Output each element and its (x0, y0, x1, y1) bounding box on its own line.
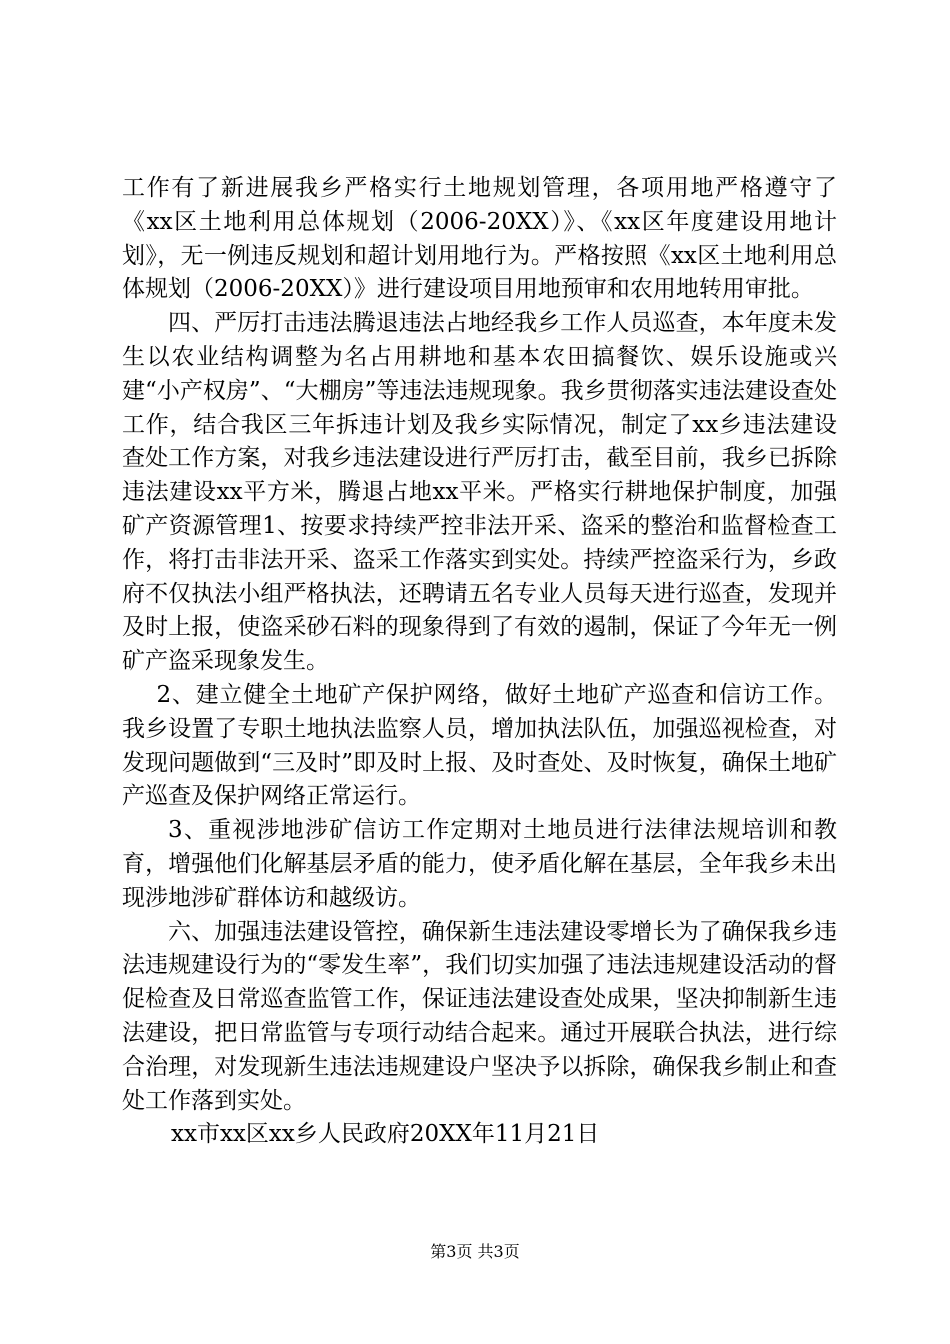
signature-line: xx市xx区xx乡人民政府20XX年11月21日 (171, 1121, 600, 1147)
page-number-footer: 第3页 共3页 (430, 1242, 520, 1261)
paragraph-land-planning: 工作有了新进展我乡严格实行土地规划管理，各项用地严格遵守了《xx区土地利用总体规划（2006-20XX）》、《xx区年度建设用地计划》，无一例违反规划和超计划用地行为。严格按照《xx区土地利用总体规划（2006-20XX）》进行建设项目用地预审和农用地转用审批。 (122, 175, 837, 303)
paragraph-protection-network: 2、建立健全土地矿产保护网络，做好土地矿产巡查和信访工作。我乡设置了专职土地执法监察人员，增加执法队伍，加强巡视检查，对发现问题做到“三及时”即及时上报、及时查处、及时恢复，确保土地矿产巡查及保护网络正常运行。 (122, 681, 837, 810)
paragraph-construction-control: 六、加强违法建设管控，确保新生违法建设零增长为了确保我乡违法违规建设行为的“零发生率”，我们切实加强了违法违规建设活动的督促检查及日常巡查监管工作，保证违法建设查处成果，坚决抑制新生违法建设，把日常监管与专项行动结合起来。通过开展联合执法，进行综合治理，对发现新生违法违规建设户坚决予以拆除，确保我乡制止和查处工作落到实处。 (122, 918, 837, 1114)
paragraph-illegal-occupation: 四、严厉打击违法腾退违法占地经我乡工作人员巡查，本年度未发生以农业结构调整为名占用耕地和基本农田搞餐饮、娱乐设施或兴建“小产权房”、“大棚房”等违法违规现象。我乡贯彻落实违法建设查处工作，结合我区三年拆违计划及我乡实际情况，制定了xx乡违法建设查处工作方案，对我乡违法建设进行严厉打击，截至目前，我乡已拆除违法建设xx平方米，腾退占地xx平米。严格实行耕地保护制度，加强矿产资源管理1、按要求持续严控非法开采、盗采的整治和监督检查工作，将打击非法开采、盗采工作落实到实处。持续严控盗采行为，乡政府不仅执法小组严格执法，还聘请五名专业人员每天进行巡查，发现并及时上报，使盗采砂石料的现象得到了有效的遏制，保证了今年无一例矿产盗采现象发生。 (122, 310, 837, 675)
paragraph-petition-work: 3、重视涉地涉矿信访工作定期对土地员进行法律法规培训和教育，增强他们化解基层矛盾的能力，使矛盾化解在基层，全年我乡未出现涉地涉矿群体访和越级访。 (122, 817, 837, 911)
document-body (122, 172, 837, 1118)
